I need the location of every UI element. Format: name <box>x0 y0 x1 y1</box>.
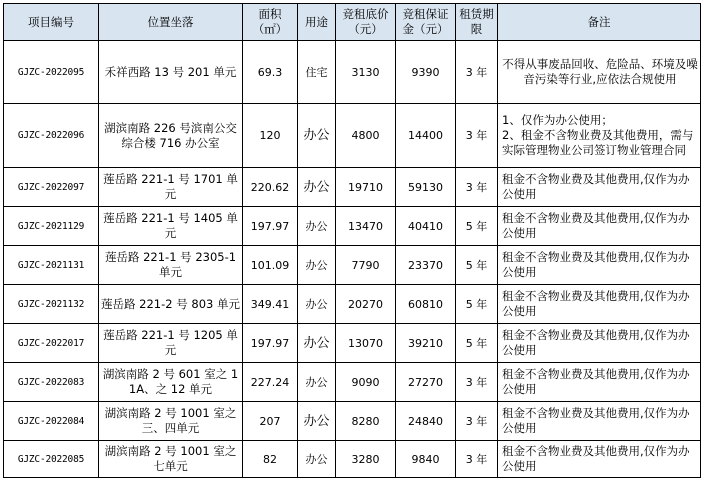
cell-use: 办公 <box>298 402 336 441</box>
cell-rent: 19710 <box>336 168 396 207</box>
cell-remark: 租金不含物业费及其他费用,仅作为办公使用 <box>498 402 701 441</box>
table-row <box>4 402 701 441</box>
cell-area: 120 <box>243 104 298 168</box>
cell-area: 197.97 <box>243 324 298 363</box>
cell-id: GJZC-2021132 <box>4 285 99 324</box>
cell-use: 住宅 <box>298 41 336 104</box>
cell-id: GJZC-2022017 <box>4 324 99 363</box>
cell-remark: 租金不含物业费及其他费用,仅作为办公使用 <box>498 246 701 285</box>
cell-location: 湖滨南路 2 号 1001 室之七单元 <box>99 441 243 478</box>
header-rent: 竞租底价（元） <box>336 4 396 41</box>
cell-area: 227.24 <box>243 363 298 402</box>
cell-deposit: 39210 <box>396 324 456 363</box>
cut-off-next-row <box>0 496 703 504</box>
table-row <box>4 168 701 207</box>
cell-remark: 租金不含物业费及其他费用,仅作为办公使用 <box>498 441 701 478</box>
cell-rent: 13470 <box>336 207 396 246</box>
cell-remark: 1、仅作为办公使用； 2、租金不含物业费及其他费用，需与实际管理物业公司签订物业管理合同 <box>498 104 701 168</box>
cell-area: 197.97 <box>243 207 298 246</box>
cell-term: 5 年 <box>456 285 498 324</box>
cell-remark: 租金不含物业费及其他费用,仅作为办公使用 <box>498 324 701 363</box>
cell-location: 湖滨南路 2 号 601 室之 11A、之 12 单元 <box>99 363 243 402</box>
cell-term: 5 年 <box>456 246 498 285</box>
cell-term: 5 年 <box>456 207 498 246</box>
cell-area: 69.3 <box>243 41 298 104</box>
cell-deposit: 40410 <box>396 207 456 246</box>
header-location: 位置坐落 <box>99 4 243 41</box>
cell-term: 3 年 <box>456 41 498 104</box>
cell-rent: 4800 <box>336 104 396 168</box>
cell-use: 办公 <box>298 246 336 285</box>
cell-deposit: 14400 <box>396 104 456 168</box>
cell-remark: 租金不含物业费及其他费用,仅作为办公使用 <box>498 285 701 324</box>
cell-area: 220.62 <box>243 168 298 207</box>
cell-rent: 13070 <box>336 324 396 363</box>
cell-location: 湖滨南路 226 号滨南公交综合楼 716 办公室 <box>99 104 243 168</box>
table-row <box>4 285 701 324</box>
header-row <box>4 4 701 41</box>
cell-id: GJZC-2022095 <box>4 41 99 104</box>
cell-remark: 租金不含物业费及其他费用,仅作为办公使用 <box>498 168 701 207</box>
cell-deposit: 27270 <box>396 363 456 402</box>
cell-location: 莲岳路 221-1 号 1205 单元 <box>99 324 243 363</box>
cell-term: 3 年 <box>456 441 498 478</box>
cell-location: 湖滨南路 2 号 1001 室之三、四单元 <box>99 402 243 441</box>
cell-term: 5 年 <box>456 324 498 363</box>
table-row <box>4 363 701 402</box>
cell-id: GJZC-2021129 <box>4 207 99 246</box>
cell-deposit: 60810 <box>396 285 456 324</box>
cell-rent: 9090 <box>336 363 396 402</box>
cell-use: 办公 <box>298 285 336 324</box>
cell-rent: 20270 <box>336 285 396 324</box>
cell-use: 办公 <box>298 207 336 246</box>
header-term: 租赁期限 <box>456 4 498 41</box>
cell-use: 办公 <box>298 104 336 168</box>
cell-deposit: 9840 <box>396 441 456 478</box>
cell-term: 3 年 <box>456 104 498 168</box>
cell-area: 82 <box>243 441 298 478</box>
cell-id: GJZC-2022096 <box>4 104 99 168</box>
table-row <box>4 207 701 246</box>
cell-deposit: 9390 <box>396 41 456 104</box>
cell-location: 莲岳路 221-1 号 2305-1 单元 <box>99 246 243 285</box>
cell-remark: 不得从事废品回收、危险品、环境及噪音污染等行业,应依法合规使用 <box>498 41 701 104</box>
cell-rent: 7790 <box>336 246 396 285</box>
header-area: 面积（㎡） <box>243 4 298 41</box>
cell-location: 禾祥西路 13 号 201 单元 <box>99 41 243 104</box>
cell-term: 3 年 <box>456 402 498 441</box>
cell-remark: 租金不含物业费及其他费用,仅作为办公使用 <box>498 363 701 402</box>
cell-use: 办公 <box>298 363 336 402</box>
table-row <box>4 441 701 478</box>
cell-rent: 8280 <box>336 402 396 441</box>
table-row <box>4 41 701 104</box>
cell-deposit: 23370 <box>396 246 456 285</box>
cell-location: 莲岳路 221-1 号 1701 单元 <box>99 168 243 207</box>
cell-location: 莲岳路 221-1 号 1405 单元 <box>99 207 243 246</box>
cell-deposit: 59130 <box>396 168 456 207</box>
cell-location: 莲岳路 221-2 号 803 单元 <box>99 285 243 324</box>
cell-rent: 3280 <box>336 441 396 478</box>
table-row <box>4 104 701 168</box>
cell-id: GJZC-2022097 <box>4 168 99 207</box>
header-use: 用途 <box>298 4 336 41</box>
table-row <box>4 246 701 285</box>
cell-use: 办公 <box>298 441 336 478</box>
cell-area: 349.41 <box>243 285 298 324</box>
cell-remark: 租金不含物业费及其他费用,仅作为办公使用 <box>498 207 701 246</box>
cell-id: GJZC-2022083 <box>4 363 99 402</box>
cell-deposit: 24840 <box>396 402 456 441</box>
cell-rent: 3130 <box>336 41 396 104</box>
cell-term: 3 年 <box>456 168 498 207</box>
rental-listing-table <box>3 3 701 478</box>
cell-term: 3 年 <box>456 363 498 402</box>
header-id: 项目编号 <box>4 4 99 41</box>
cell-use: 办公 <box>298 168 336 207</box>
header-deposit: 竞租保证金（元） <box>396 4 456 41</box>
header-remark: 备注 <box>498 4 701 41</box>
cell-use: 办公 <box>298 324 336 363</box>
cell-area: 207 <box>243 402 298 441</box>
cell-id: GJZC-2022085 <box>4 441 99 478</box>
cell-id: GJZC-2022084 <box>4 402 99 441</box>
cell-id: GJZC-2021131 <box>4 246 99 285</box>
cell-area: 101.09 <box>243 246 298 285</box>
table-row <box>4 324 701 363</box>
